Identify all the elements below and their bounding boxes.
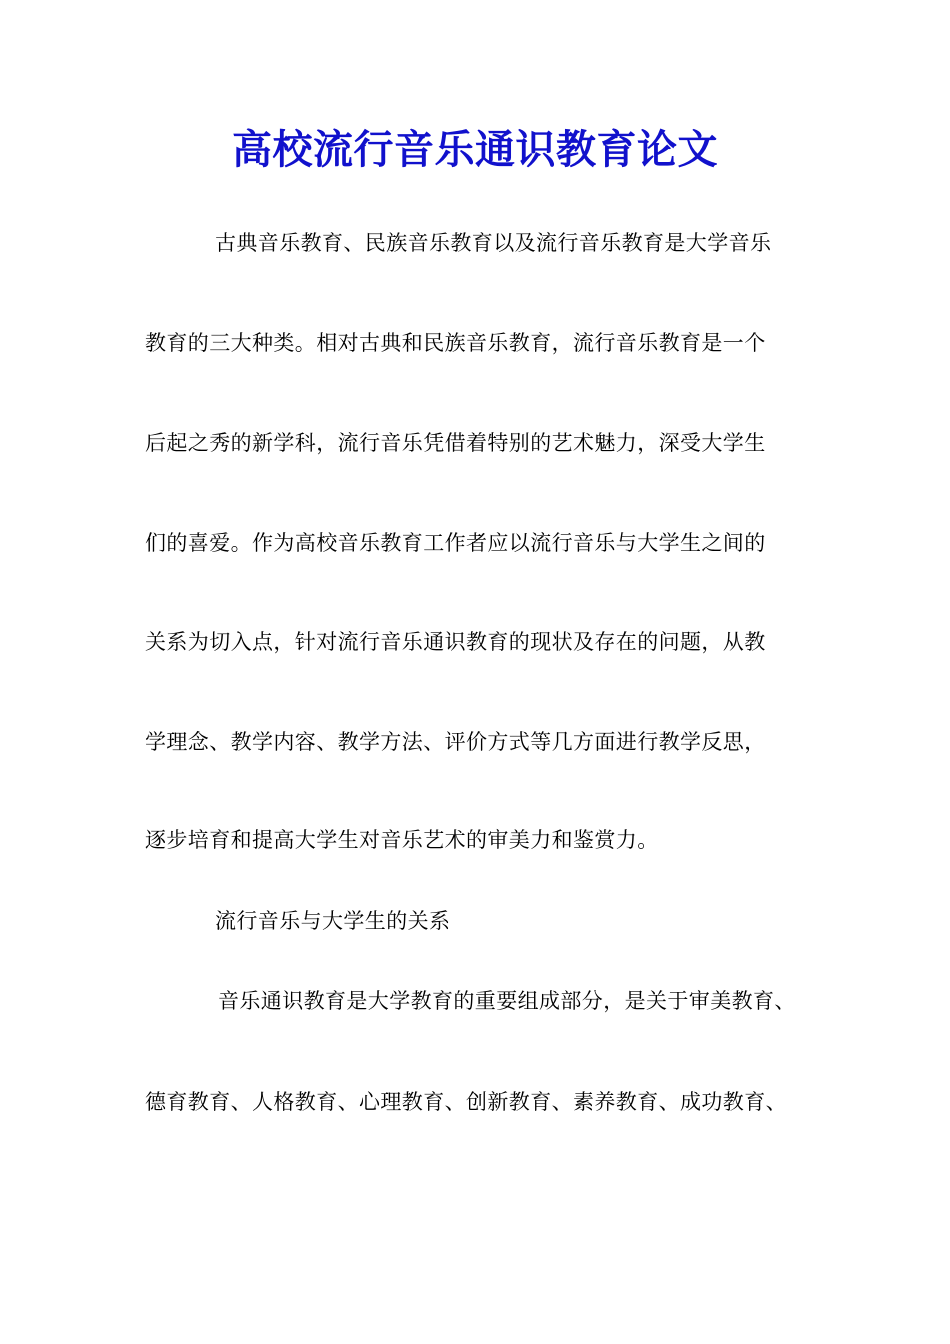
paragraph-1-line-3: 后起之秀的新学科，流行音乐凭借着特别的艺术魅力，深受大学生 xyxy=(145,431,766,455)
paragraph-1-line-7: 逐步培育和提高大学生对音乐艺术的审美力和鉴赏力。 xyxy=(145,828,659,852)
section-heading: 流行音乐与大学生的关系 xyxy=(215,909,451,933)
paragraph-1-line-4: 们的喜爱。作为高校音乐教育工作者应以流行音乐与大学生之间的 xyxy=(145,531,766,555)
paragraph-1-line-5: 关系为切入点，针对流行音乐通识教育的现状及存在的问题，从教 xyxy=(145,630,766,654)
paragraph-2-line-1: 音乐通识教育是大学教育的重要组成部分，是关于审美教育、 xyxy=(218,989,796,1013)
paragraph-1-line-6: 学理念、教学内容、教学方法、评价方式等几方面进行教学反思， xyxy=(145,730,766,754)
document-title: 高校流行音乐通识教育论文 xyxy=(232,126,718,173)
paragraph-1-line-2: 教育的三大种类。相对古典和民族音乐教育，流行音乐教育是一个 xyxy=(145,331,766,355)
paragraph-2-line-2: 德育教育、人格教育、心理教育、创新教育、素养教育、成功教育、 xyxy=(145,1090,787,1114)
paragraph-1-line-1: 古典音乐教育、民族音乐教育以及流行音乐教育是大学音乐 xyxy=(215,231,772,255)
